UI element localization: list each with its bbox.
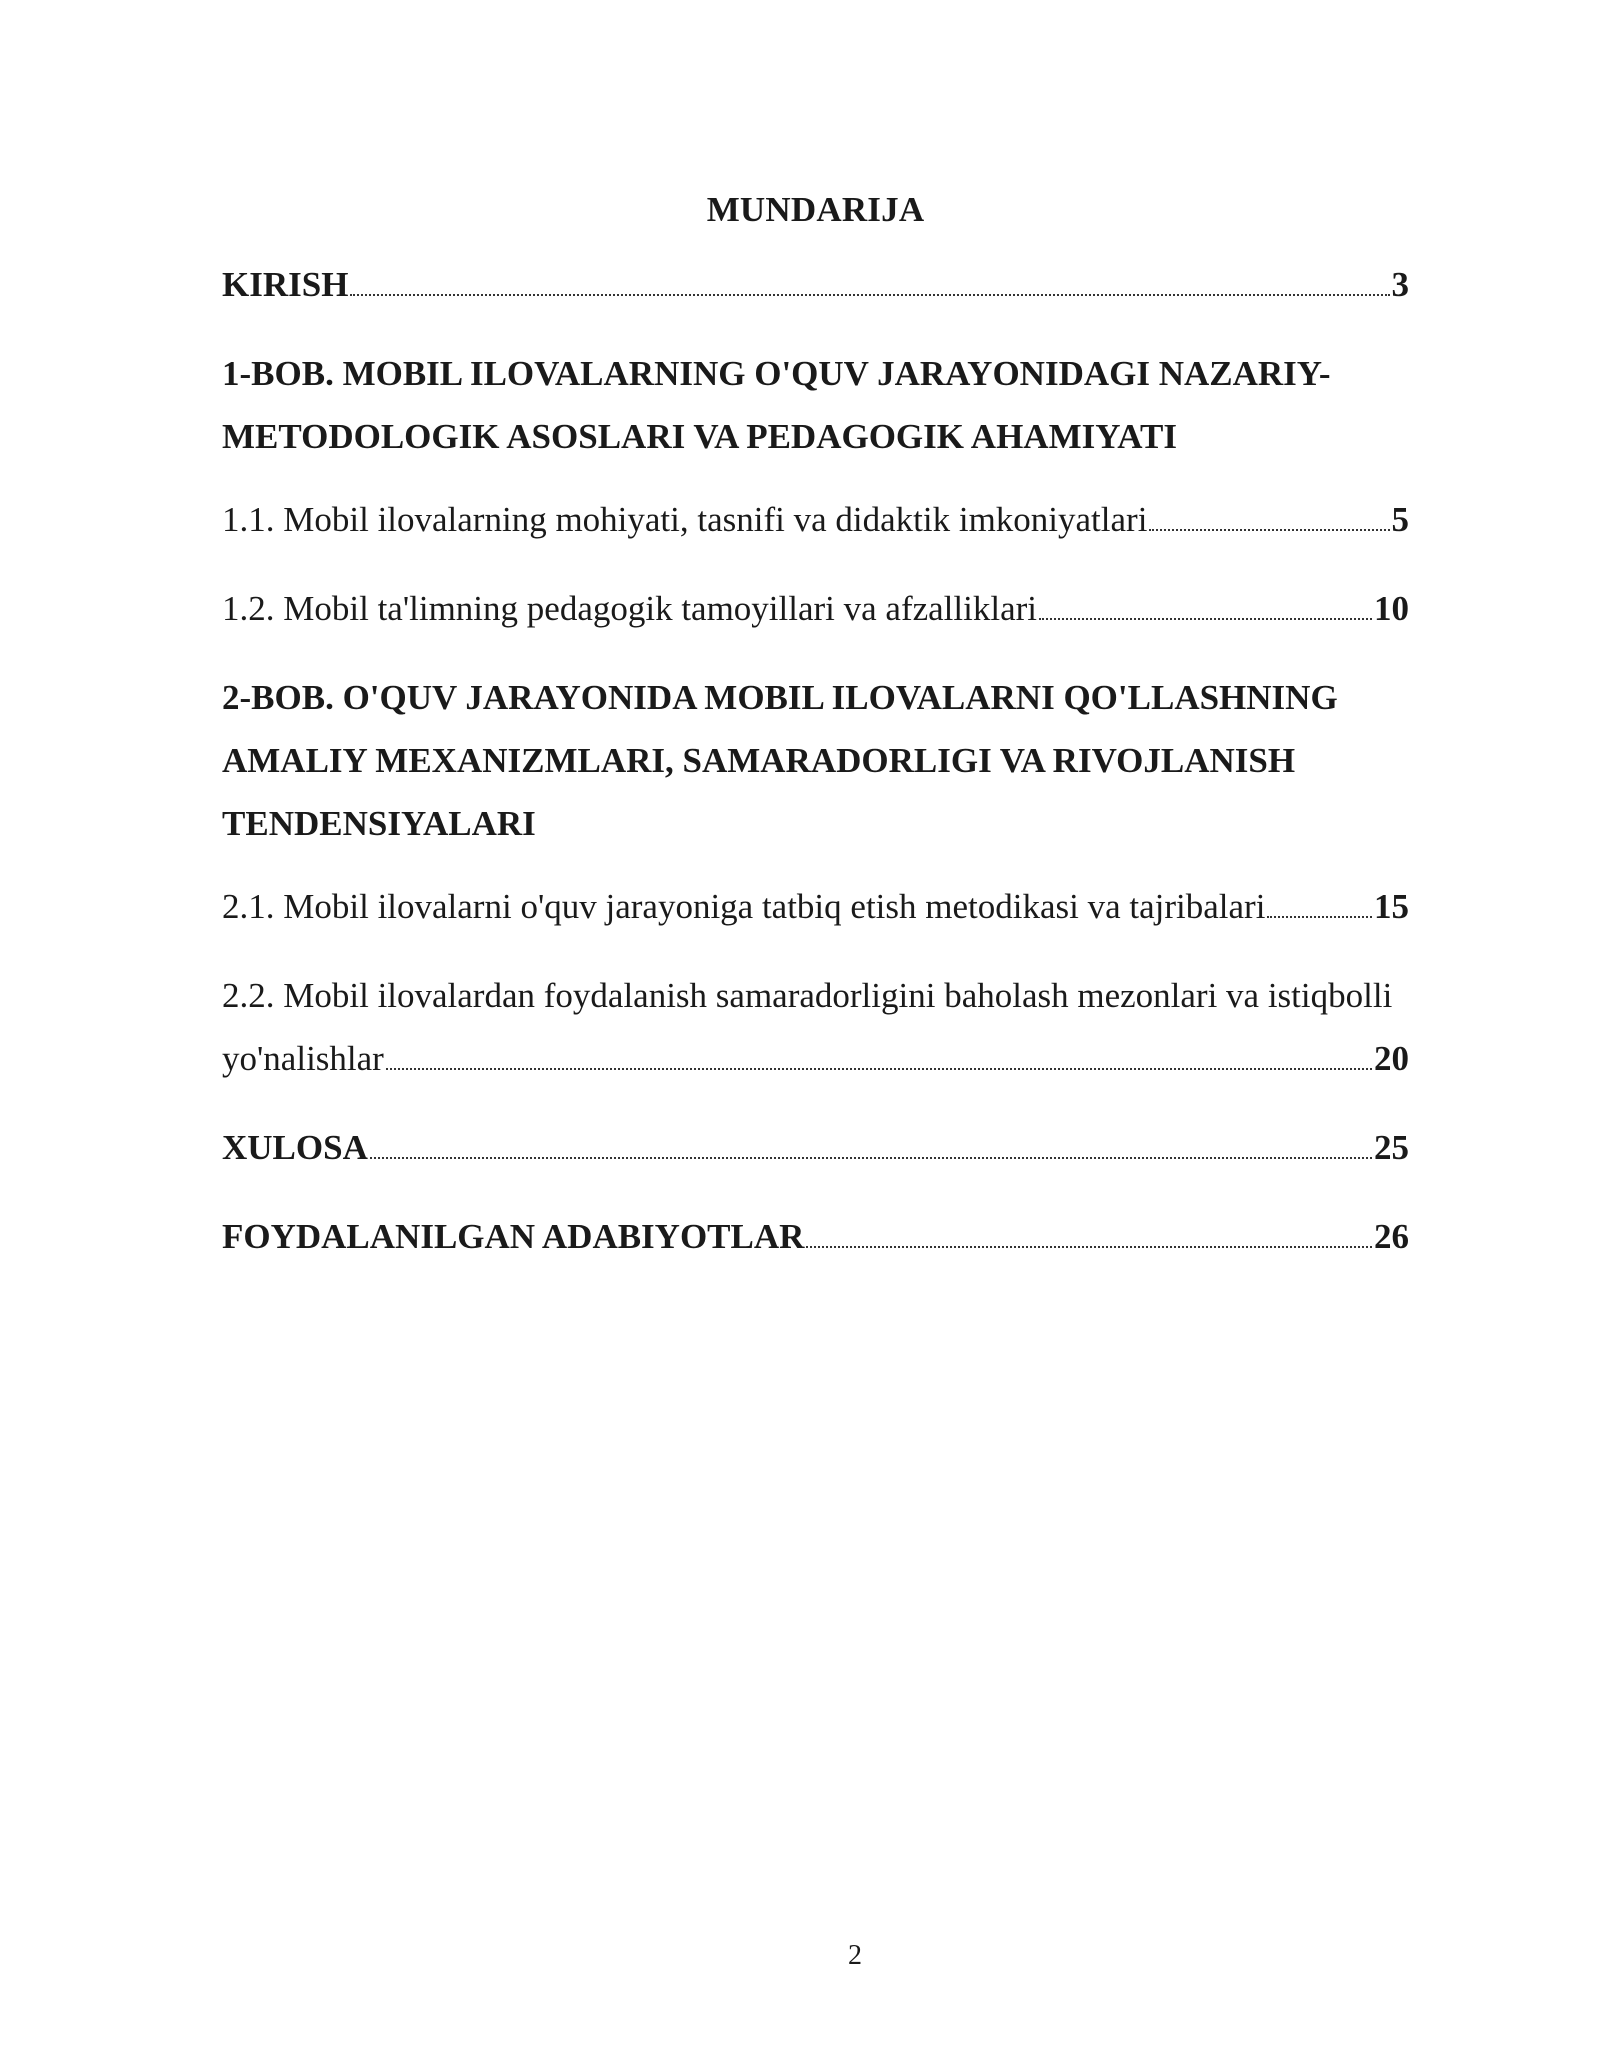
toc-entry-2-1	[222, 875, 1409, 938]
toc-entry-label: 2.1. Mobil ilovalarni o'quv jarayoniga tatbiq etish metodikasi va tajribalari	[222, 887, 1266, 926]
toc-chapter-2	[222, 666, 1409, 855]
toc-entry-label: FOYDALANILGAN ADABIYOTLAR	[222, 1217, 805, 1256]
toc-page-number: 15	[1374, 887, 1409, 926]
toc-page-number: 20	[1374, 1039, 1409, 1078]
dot-leader	[370, 1157, 1372, 1159]
dot-leader	[806, 1246, 1372, 1248]
toc-entry-2-2	[222, 964, 1409, 1090]
chapter-title-line: 2-BOB. O'QUV JARAYONIDA MOBIL ILOVALARNI QO'LLASHNING	[222, 678, 1338, 717]
toc-entry-1-1	[222, 488, 1409, 551]
chapter-title-line: 1-BOB. MOBIL ILOVALARNING O'QUV JARAYONIDAGI NAZARIY-	[222, 354, 1331, 393]
page-number: 2	[848, 1940, 862, 1971]
dot-leader	[386, 1068, 1372, 1070]
toc-page-number: 5	[1391, 500, 1409, 539]
dot-leader	[1149, 529, 1389, 531]
dot-leader	[1039, 618, 1372, 620]
toc-page-number: 10	[1374, 589, 1409, 628]
toc-page-number: 26	[1374, 1217, 1409, 1256]
dot-leader	[350, 294, 1389, 296]
toc-entry-kirish	[222, 253, 1409, 316]
toc-chapter-1	[222, 342, 1409, 468]
chapter-title-line: METODOLOGIK ASOSLARI VA PEDAGOGIK AHAMIYATI	[222, 417, 1177, 456]
chapter-title-line: TENDENSIYALARI	[222, 804, 536, 843]
toc-entry-adabiyotlar	[222, 1205, 1409, 1268]
toc-entry-1-2	[222, 577, 1409, 640]
dot-leader	[1267, 916, 1372, 918]
toc-entry-label: KIRISH	[222, 265, 349, 304]
toc-entry-label: XULOSA	[222, 1128, 368, 1167]
toc-entry-label: 1.1. Mobil ilovalarning mohiyati, tasnifi va didaktik imkoniyatlari	[222, 500, 1148, 539]
toc-entry-label: 2.2. Mobil ilovalardan foydalanish samaradorligini baholash mezonlari va istiqbolli	[222, 976, 1393, 1015]
toc-title: MUNDARIJA	[706, 190, 925, 229]
toc-entry-label-continued: yo'nalishlar	[222, 1039, 384, 1078]
chapter-title-line: AMALIY MEXANIZMLARI, SAMARADORLIGI VA RIVOJLANISH	[222, 741, 1296, 780]
toc-entry-xulosa	[222, 1116, 1409, 1179]
table-of-contents	[222, 180, 1409, 1294]
toc-entry-label: 1.2. Mobil ta'limning pedagogik tamoyillari va afzalliklari	[222, 589, 1037, 628]
toc-page-number: 3	[1391, 265, 1409, 304]
toc-page-number: 25	[1374, 1128, 1409, 1167]
